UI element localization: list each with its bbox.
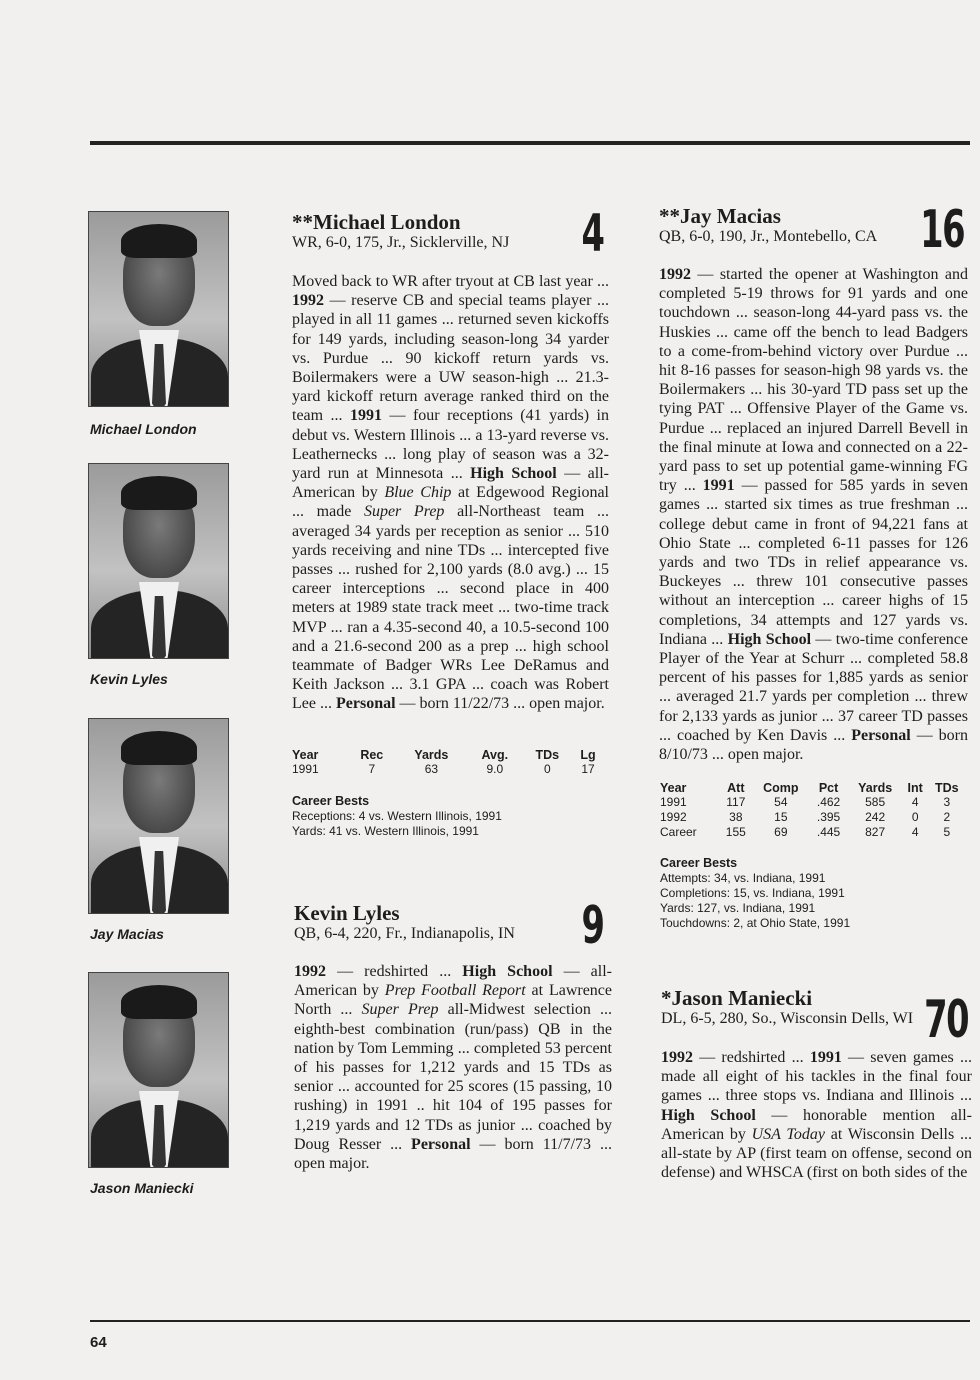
table-cell: Career: [660, 825, 697, 839]
table-cell: 1991: [660, 795, 687, 809]
table-cell: 827: [865, 825, 886, 839]
career-best-line: Completions: 15, vs. Indiana, 1991: [660, 886, 845, 900]
table-cell: .445: [816, 825, 841, 839]
bio-michael-london: Moved back to WR after tryout at CB last year ... 1992 — reserve CB and special teams player ... played in all 11 games ... returned seven kickoffs for 149 yards, including season-long 34 yarder vs. Purdue ... 90 kickoff return yards vs. Boilermakers were a UW season-high ... 21.3-yard kickoff return average ranked third on the team ... 1991 — four receptions (41 yards) in debut vs. Western Illinois ... a 13-yard reverse vs. Leathernecks ... long play of season was a 32-yard run at Minnesota ... High School — all-American by Blue Chip at Edgewood Regional ... made Super Prep all-Northeast team ... averaged 34 yards per reception as senior ... 510 yards receiving and nine TDs ... intercepted five passes ... rushed for 2,100 yards (8.0 avg.) ... 15 career interceptions ... second place in 400 meters at 1989 state track meet ... two-time track MVP ... ran a 4.35-second 40, a 10.5-second 100 and a 21.6-second 200 as a prep ... high school teammate of Badger WRs Lee DeRamus and Keith Jackson ... 3.1 GPA ... coach was Robert Lee ... Personal — born 11/22/73 ... open major.: [292, 273, 610, 713]
stats-header-cell: Yards: [414, 748, 449, 762]
jersey-number-michael-london: 4: [581, 204, 604, 264]
stats-header-cell: Comp: [763, 781, 799, 795]
table-row: [660, 810, 966, 825]
table-cell: 1991: [292, 762, 319, 776]
stats-header-cell: TDs: [934, 781, 959, 795]
table-cell: 242: [865, 810, 886, 824]
table-cell: 69: [774, 825, 788, 839]
table-cell: 38: [729, 810, 743, 824]
table-cell: 1992: [660, 810, 687, 824]
table-cell: 117: [726, 795, 746, 809]
table-cell: 54: [774, 795, 788, 809]
stats-header-row: [660, 781, 966, 795]
bio-kevin-lyles: 1992 — redshirted ... High School — all-American by Prep Football Report at Lawrence North ... Super Prep all-Midwest selection ... eighth-best combination (run/pass) QB in the nation by Tom Lemming ... completed 53 percent of his passes for 1,212 yards and 15 TDs as senior ... accounted for 25 scores (15 passing, 10 rushing) in 1991 .. hit 104 of 195 passes for 1,219 yards and 12 TDs as junior ... coached by Doug Resser ... Personal — born 11/7/73 ... open major.: [294, 963, 613, 1173]
player-name-jason-maniecki: *Jason Maniecki: [661, 986, 813, 1010]
stats-header-cell: Lg: [580, 748, 596, 762]
bottom-rule: [90, 1320, 970, 1322]
table-cell: 15: [774, 810, 788, 824]
table-cell: 4: [911, 795, 919, 809]
career-best-line: Receptions: 4 vs. Western Illinois, 1991: [292, 809, 502, 823]
career-bests-michael-london: [292, 794, 502, 839]
table-cell: 3: [943, 795, 951, 809]
table-cell: 5: [943, 825, 951, 839]
stats-header-cell: Rec: [360, 748, 384, 762]
player-info-kevin-lyles: QB, 6-4, 220, Fr., Indianapolis, IN: [294, 925, 515, 942]
table-cell: 2: [943, 810, 951, 824]
career-bests-jay-macias: [660, 856, 850, 931]
photo-jay-macias: [88, 718, 229, 914]
caption-kevin-lyles: Kevin Lyles: [90, 671, 168, 687]
caption-michael-london: Michael London: [90, 421, 197, 437]
player-name-jay-macias: **Jay Macias: [659, 204, 781, 228]
caption-jay-macias: Jay Macias: [90, 926, 164, 942]
stats-table-michael-london: [292, 748, 604, 777]
career-best-line: Attempts: 34, vs. Indiana, 1991: [660, 871, 826, 885]
table-cell: 63: [424, 762, 439, 776]
player-info-jason-maniecki: DL, 6-5, 280, So., Wisconsin Dells, WI: [661, 1010, 914, 1027]
career-best-line: Touchdowns: 2, at Ohio State, 1991: [660, 916, 851, 930]
top-rule: [90, 141, 970, 145]
player-name-michael-london: **Michael London: [292, 210, 461, 234]
career-bests-title: Career Bests: [292, 794, 370, 808]
table-row: [660, 795, 966, 810]
table-cell: 585: [865, 795, 886, 809]
career-best-line: Yards: 127, vs. Indiana, 1991: [660, 901, 816, 915]
table-row: [660, 825, 966, 840]
stats-header-cell: Att: [727, 781, 745, 795]
jersey-number-jason-maniecki: 70: [924, 990, 968, 1050]
table-cell: .462: [816, 795, 841, 809]
table-cell: 4: [911, 825, 919, 839]
stats-header-cell: Int: [907, 781, 923, 795]
table-cell: 155: [725, 825, 746, 839]
stats-header-cell: Pct: [818, 781, 839, 795]
table-cell: 9.0: [486, 762, 504, 776]
career-best-line: Yards: 41 vs. Western Illinois, 1991: [292, 824, 479, 838]
table-row: [292, 762, 604, 777]
stats-header-cell: Avg.: [481, 748, 509, 762]
photo-kevin-lyles: [88, 463, 229, 659]
stats-header-cell: Year: [660, 781, 687, 795]
career-bests-title: Career Bests: [660, 856, 738, 870]
jersey-number-kevin-lyles: 9: [581, 896, 604, 956]
stats-header-cell: TDs: [535, 748, 560, 762]
jersey-number-jay-macias: 16: [920, 200, 964, 260]
photo-michael-london: [88, 211, 229, 407]
bio-jay-macias: 1992 — started the opener at Washington and completed 5-19 throws for 91 yards and one touchdown ... season-long 44-yard pass vs. the Huskies ... came off the bench to lead Badgers to a come-from-behind victory over Purdue ... hit 8-16 passes for season-high 98 yards vs. the Boilermakers ... his 30-yard TD pass set up the tying PAT ... Offensive Player of the Game vs. Purdue ... replaced an injured Darrell Bevell in the final minute at Iowa and connected on a 22-yard pass to set up potential game-winning FG try ... 1991 — passed for 585 yards in seven games ... started six times as true freshman ... college debut came in front of 94,221 fans at Ohio State ... completed 6-11 passes for 126 yards and two TDs in relief appearance vs. Buckeyes ... threw 101 consecutive passes without an interception ... career highs of 15 completions, 34 attempts and 127 yards vs. Indiana ... High School — two-time conference Player of the Year at Schurr ... completed 58.8 percent of his passes for 1,885 yards as senior ... averaged 21.7 yards per completion ... threw for 2,133 yards as junior ... 37 career TD passes ... coached by Ken Davis ... Personal — born 8/10/73 ... open major.: [659, 266, 969, 764]
player-name-kevin-lyles: Kevin Lyles: [294, 901, 400, 925]
table-cell: 0: [543, 762, 551, 776]
player-info-michael-london: WR, 6-0, 175, Jr., Sicklerville, NJ: [292, 234, 510, 251]
table-cell: .395: [816, 810, 841, 824]
table-cell: 7: [368, 762, 376, 776]
table-cell: 0: [911, 810, 919, 824]
page-number: 64: [90, 1334, 107, 1351]
stats-header-row: [292, 748, 604, 762]
photo-jason-maniecki: [88, 972, 229, 1168]
bio-jason-maniecki: 1992 — redshirted ... 1991 — seven games ... made all eight of his tackles in the final four games ... three stops vs. Indiana and Illinois ... High School — honorable mention all-American by USA Today at Wisconsin Dells ... all-state by AP (first team on offense, second on defense) and WHSCA (first on both sides of the: [661, 1049, 972, 1182]
stats-header-cell: Yards: [858, 781, 893, 795]
table-cell: 17: [581, 762, 595, 776]
caption-jason-maniecki: Jason Maniecki: [90, 1180, 194, 1196]
player-info-jay-macias: QB, 6-0, 190, Jr., Montebello, CA: [659, 228, 878, 245]
stats-header-cell: Year: [292, 748, 319, 762]
stats-table-jay-macias: [660, 781, 966, 840]
